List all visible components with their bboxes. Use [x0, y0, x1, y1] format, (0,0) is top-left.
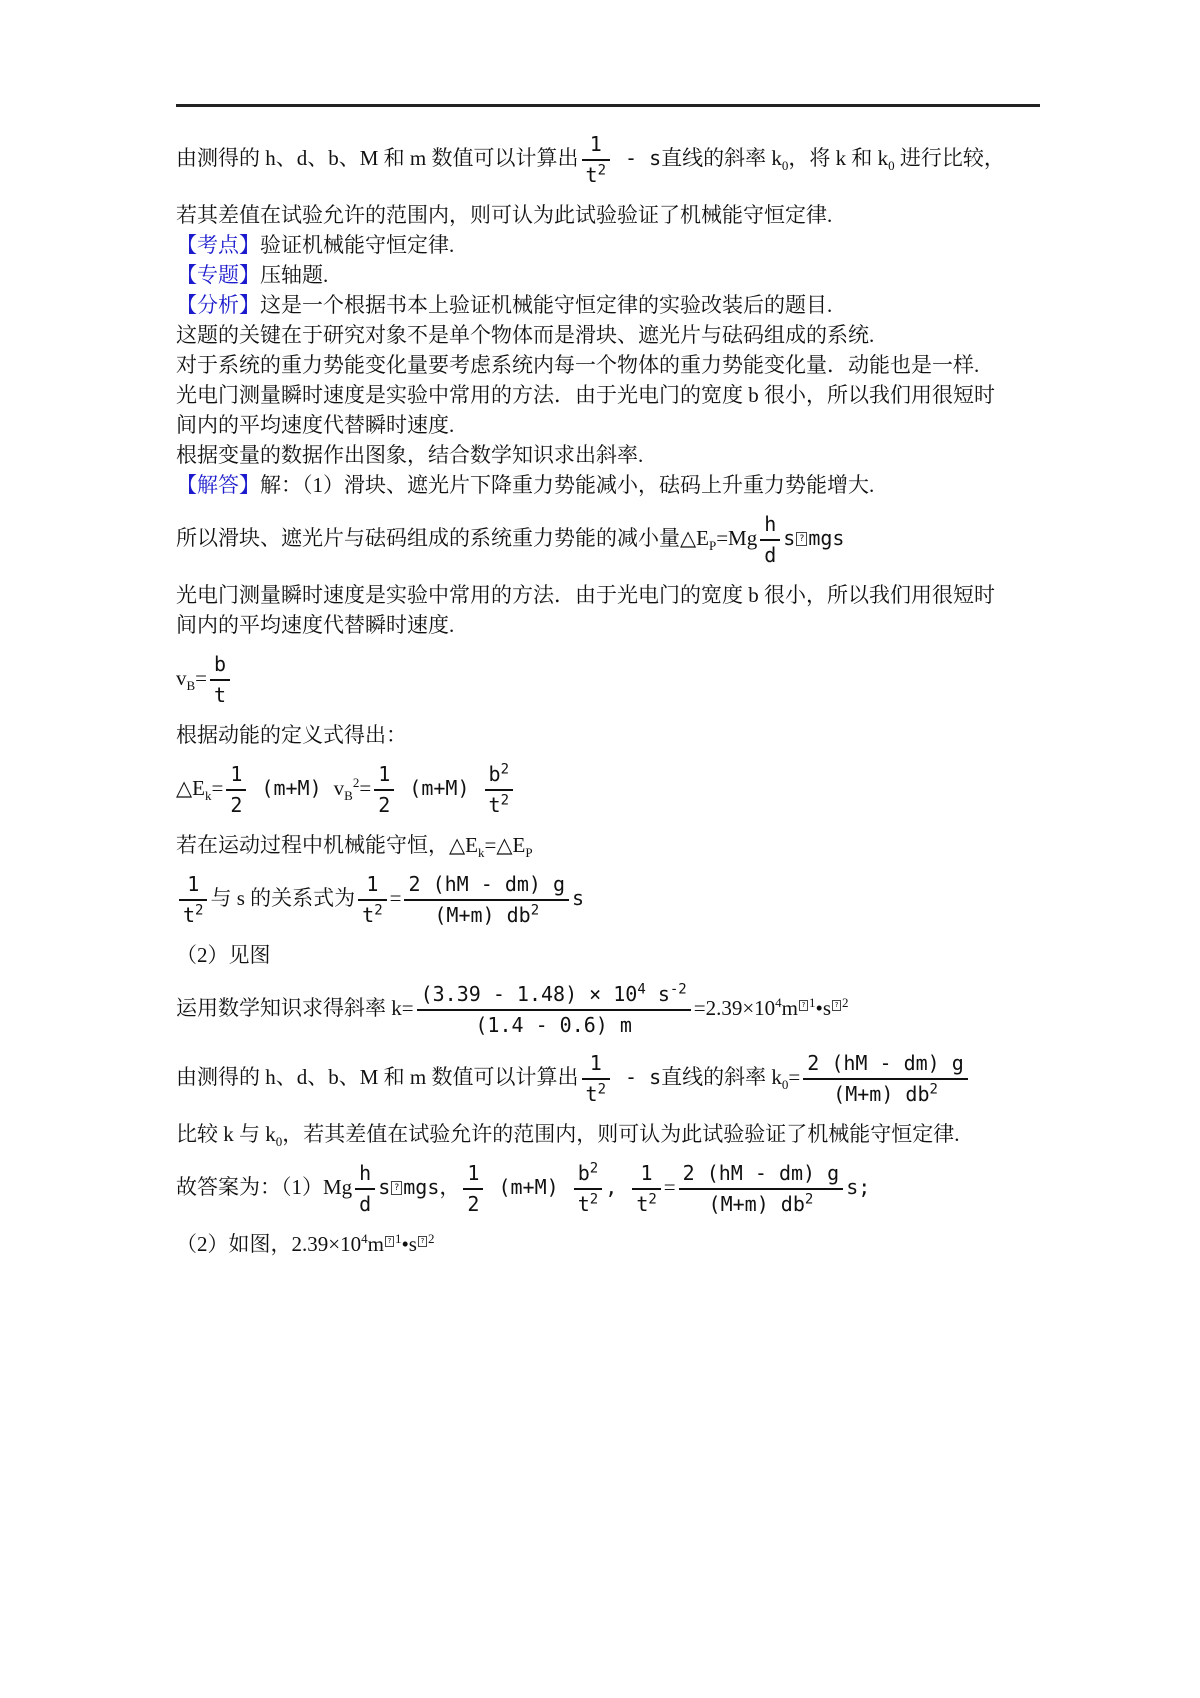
text-run: 根据动能的定义式得出： — [176, 723, 407, 747]
fraction — [485, 761, 513, 819]
fraction — [574, 1160, 602, 1218]
superscript: 2 — [530, 902, 540, 919]
formula-run: 2 (hM - dm) g — [807, 1051, 964, 1075]
text-run: ， — [439, 1174, 461, 1199]
subscript: 0 — [781, 158, 789, 173]
formula-run: b — [488, 762, 501, 786]
superscript-missing-glyph: ? 1 — [798, 995, 816, 1010]
formula-run: t — [362, 903, 375, 927]
analysis-line-5 — [176, 410, 1040, 440]
fraction-numerator — [374, 761, 394, 791]
superscript: 2 — [352, 774, 360, 790]
fraction-numerator — [355, 1160, 375, 1190]
text-run: 直线的斜率 k — [661, 1064, 782, 1089]
section-label: 【考点】 — [176, 233, 260, 257]
fraction-denominator — [803, 1080, 968, 1108]
fraction-denominator — [582, 1080, 610, 1108]
text-run: （2）见图 — [176, 943, 271, 967]
text-run: = — [359, 775, 372, 800]
text-run: 验证机械能守恒定律. — [260, 233, 455, 257]
formula-relation — [176, 871, 1040, 929]
text-run: 间内的平均速度代替瞬时速度. — [176, 413, 455, 437]
fraction — [179, 871, 207, 929]
formula-run: s — [645, 982, 670, 1006]
intro-slope-line-2 — [176, 200, 1040, 230]
formula-run: t — [214, 683, 227, 707]
text-run: = — [389, 885, 402, 910]
text-run: 若其差值在试验允许的范围内，则可认为此试验验证了机械能守恒定律. — [176, 203, 833, 227]
fraction-denominator — [760, 541, 780, 569]
fraction-numerator — [803, 1050, 968, 1080]
answer-part2-see-figure — [176, 940, 1040, 970]
formula-run: (m+M) — [486, 1174, 571, 1199]
superscript: 2 — [589, 1191, 599, 1208]
formula-run: 1 — [378, 762, 391, 786]
fraction-denominator — [679, 1190, 844, 1218]
text-run: △E — [176, 775, 205, 800]
formula-run: s — [572, 885, 585, 910]
fraction-numerator — [679, 1160, 844, 1190]
formula-run: (m+M) — [397, 775, 482, 800]
formula-run: d — [359, 1192, 372, 1216]
fraction — [760, 511, 780, 569]
compare-k-k0 — [176, 1119, 1040, 1149]
text-run: 直线的斜率 k — [661, 145, 782, 170]
formula-run: (m+M) — [249, 775, 334, 800]
text-run: 若在运动过程中机械能守恒，△E — [176, 833, 478, 857]
section-zhuanti — [176, 260, 1040, 290]
fraction-numerator — [632, 1160, 660, 1190]
fraction-numerator — [760, 511, 780, 541]
formula-run: b — [214, 652, 227, 676]
formula-run: t — [636, 1192, 649, 1216]
text-run: 光电门测量瞬时速度是实验中常用的方法．由于光电门的宽度 b 很小，所以我们用很短时 — [176, 383, 995, 407]
formula-run: 1 — [589, 132, 602, 156]
horizontal-rule — [176, 104, 1040, 107]
text-run: ，将 k 和 k — [788, 145, 889, 170]
fraction — [210, 651, 230, 709]
text-run: 由测得的 h、d、b、M 和 m 数值可以计算出 — [176, 145, 579, 170]
formula-run: s — [378, 1174, 391, 1199]
text-run: v — [176, 665, 187, 690]
text-run: 间内的平均速度代替瞬时速度. — [176, 613, 455, 637]
text-run: 与 s 的关系式为 — [210, 885, 356, 910]
formula-run: 2 (hM - dm) g — [408, 872, 566, 896]
text-run: v — [333, 775, 345, 800]
formula-run: - s — [613, 145, 662, 170]
section-label: 【专题】 — [176, 263, 260, 287]
fraction — [582, 131, 610, 189]
final-answer-part2 — [176, 1229, 1040, 1259]
fraction — [404, 871, 569, 929]
fraction — [582, 1050, 610, 1108]
text-run: ，若其差值在试验允许的范围内，则可认为此试验验证了机械能守恒定律. — [282, 1122, 960, 1146]
fraction-denominator — [417, 1011, 691, 1039]
subscript: 0 — [888, 158, 895, 173]
formula-run: 1 — [230, 762, 243, 786]
final-answer-part1 — [176, 1160, 1040, 1218]
superscript: 2 — [374, 902, 383, 919]
text-run: =2.39×10 — [693, 995, 776, 1020]
text-run: 根据变量的数据作出图象，结合数学知识求出斜率. — [176, 443, 644, 467]
superscript: 2 — [597, 1081, 606, 1098]
fraction-denominator — [179, 901, 207, 929]
fraction — [417, 981, 691, 1039]
superscript: 2 — [597, 162, 606, 179]
photogate-line-1 — [176, 580, 1040, 610]
missing-glyph-box: ? — [385, 1236, 394, 1247]
formula-run: (M+m) db — [434, 903, 531, 927]
formula-run: h — [764, 512, 777, 536]
formula-run: t — [183, 903, 196, 927]
formula-run: (1.4 - 0.6) m — [475, 1013, 632, 1037]
formula-run: d — [764, 543, 777, 567]
text-run: 比较 k 与 k — [176, 1122, 276, 1146]
text-run: •s — [815, 995, 832, 1020]
fraction-denominator — [463, 1190, 483, 1218]
fraction-denominator — [210, 681, 230, 709]
superscript: 4 — [361, 1231, 368, 1246]
fraction-numerator — [582, 1050, 610, 1080]
formula-run: s — [783, 525, 796, 550]
formula-run: , — [605, 1174, 630, 1199]
fraction — [358, 871, 386, 929]
text-run: 这是一个根据书本上验证机械能守恒定律的实验改装后的题目. — [260, 293, 833, 317]
text-run: （2）如图，2.39×10 — [176, 1232, 362, 1256]
text-run: 解：（1）滑块、遮光片下降重力势能减小，砝码上升重力势能增大. — [260, 473, 875, 497]
fraction-denominator — [485, 791, 513, 819]
analysis-line-4 — [176, 380, 1040, 410]
superscript-missing-glyph: ? 1 — [384, 1231, 402, 1246]
text-run: •s — [401, 1232, 417, 1256]
formula-vb — [176, 651, 1040, 709]
formula-slope-k — [176, 981, 1040, 1039]
missing-glyph-box: ? — [391, 1181, 402, 1195]
text-run: = — [663, 1174, 676, 1199]
superscript: 2 — [929, 1081, 938, 1098]
text-run: 所以滑块、遮光片与砝码组成的系统重力势能的减小量△E — [176, 525, 709, 550]
formula-run: 1 — [589, 1051, 602, 1075]
formula-run: mgs — [403, 1174, 440, 1199]
photogate-line-2 — [176, 610, 1040, 640]
text-run: 对于系统的重力势能变化量要考虑系统内每一个物体的重力势能变化量．动能也是一样. — [176, 353, 980, 377]
analysis-line-2 — [176, 320, 1040, 350]
formula-run: 1 — [467, 1161, 480, 1185]
fraction — [374, 761, 394, 819]
kinetic-energy-intro — [176, 720, 1040, 750]
superscript: 2 — [500, 761, 510, 778]
formula-run: b — [577, 1161, 590, 1185]
formula-run: 2 — [378, 793, 391, 817]
superscript: 2 — [195, 902, 204, 919]
superscript: 2 — [500, 792, 510, 809]
conservation-condition — [176, 830, 1040, 860]
fraction — [355, 1160, 375, 1218]
superscript: 2 — [804, 1191, 814, 1208]
missing-glyph-box: ? — [799, 1000, 808, 1011]
missing-glyph-box: ? — [832, 1000, 841, 1011]
section-fenxi — [176, 290, 1040, 320]
text-run: 进行比较， — [894, 145, 1005, 170]
fraction — [463, 1160, 483, 1218]
formula-delta-ep — [176, 511, 1040, 569]
text-run: 故答案为：（1）Mg — [176, 1174, 353, 1199]
fraction-denominator — [358, 901, 386, 929]
fraction-numerator — [574, 1160, 602, 1190]
text-run: =Mg — [716, 525, 758, 550]
formula-run: 2 — [230, 793, 243, 817]
fraction-denominator — [582, 161, 610, 189]
formula-run: t — [488, 793, 501, 817]
fraction-denominator — [374, 791, 394, 819]
superscript: 2 — [648, 1191, 657, 1208]
subscript: B — [344, 788, 353, 803]
superscript: 2 — [589, 1160, 599, 1177]
text-run: 运用数学知识求得斜率 k= — [176, 995, 414, 1020]
formula-run: 2 (hM - dm) g — [682, 1161, 840, 1185]
fraction-numerator — [463, 1160, 483, 1190]
formula-run: t — [577, 1192, 590, 1216]
superscript: 4 — [775, 994, 782, 1010]
fraction — [632, 1160, 660, 1218]
fraction-numerator — [582, 131, 610, 161]
fraction-numerator — [404, 871, 569, 901]
fraction-denominator — [355, 1190, 375, 1218]
document-body — [176, 131, 1040, 1259]
fraction — [803, 1050, 968, 1108]
text-run: = — [211, 775, 224, 800]
text-run: 光电门测量瞬时速度是实验中常用的方法．由于光电门的宽度 b 很小，所以我们用很短时 — [176, 583, 995, 607]
fraction-denominator — [574, 1190, 602, 1218]
section-label: 【解答】 — [176, 473, 260, 497]
text-run: 由测得的 h、d、b、M 和 m 数值可以计算出 — [176, 1064, 579, 1089]
formula-run: s; — [846, 1174, 871, 1199]
formula-run: (M+m) db — [833, 1082, 930, 1106]
fraction-denominator — [632, 1190, 660, 1218]
intro-slope-line-1 — [176, 131, 1040, 189]
formula-run: (M+m) db — [708, 1192, 805, 1216]
superscript: -2 — [669, 981, 687, 998]
text-run: m — [781, 995, 799, 1020]
section-label: 【分析】 — [176, 293, 260, 317]
section-jieda — [176, 470, 1040, 500]
fraction-numerator — [417, 981, 691, 1011]
text-run: 压轴题. — [260, 263, 329, 287]
section-kaodian — [176, 230, 1040, 260]
fraction-denominator — [404, 901, 569, 929]
text-run: 这题的关键在于研究对象不是单个物体而是滑块、遮光片与砝码组成的系统. — [176, 323, 875, 347]
superscript-missing-glyph: ? 2 — [831, 995, 849, 1010]
formula-run: 1 — [366, 872, 379, 896]
subscript: P — [708, 538, 717, 553]
formula-run: 1 — [187, 872, 200, 896]
formula-delta-ek — [176, 761, 1040, 819]
subscript: k — [477, 845, 485, 861]
subscript: B — [186, 678, 196, 693]
analysis-line-6 — [176, 440, 1040, 470]
subscript: P — [525, 845, 533, 861]
fraction-numerator — [485, 761, 513, 791]
analysis-line-3 — [176, 350, 1040, 380]
subscript: 0 — [275, 1134, 283, 1150]
text-run: =△E — [484, 833, 526, 857]
missing-glyph-box: ? — [418, 1236, 427, 1247]
formula-run: h — [359, 1161, 372, 1185]
formula-run: 1 — [640, 1161, 653, 1185]
subscript: 0 — [781, 1077, 789, 1092]
fraction — [679, 1160, 844, 1218]
fraction-numerator — [226, 761, 246, 791]
subscript: k — [204, 788, 212, 803]
formula-run: - s — [613, 1064, 662, 1089]
fraction-denominator — [226, 791, 246, 819]
superscript: 4 — [637, 981, 646, 998]
fraction-numerator — [210, 651, 230, 681]
formula-run: t — [585, 163, 598, 187]
text-run: = — [788, 1064, 801, 1089]
fraction-numerator — [358, 871, 386, 901]
missing-glyph-box: ? — [796, 532, 807, 546]
superscript-missing-glyph: ? 2 — [417, 1231, 435, 1246]
fraction — [226, 761, 246, 819]
text-run: m — [367, 1232, 384, 1256]
formula-run: (3.39 - 1.48) × 10 — [420, 982, 638, 1006]
formula-run: 2 — [467, 1192, 480, 1216]
fraction-numerator — [179, 871, 207, 901]
formula-run: t — [585, 1082, 598, 1106]
formula-slope-k0 — [176, 1050, 1040, 1108]
text-run: = — [195, 665, 208, 690]
formula-run: mgs — [808, 525, 845, 550]
